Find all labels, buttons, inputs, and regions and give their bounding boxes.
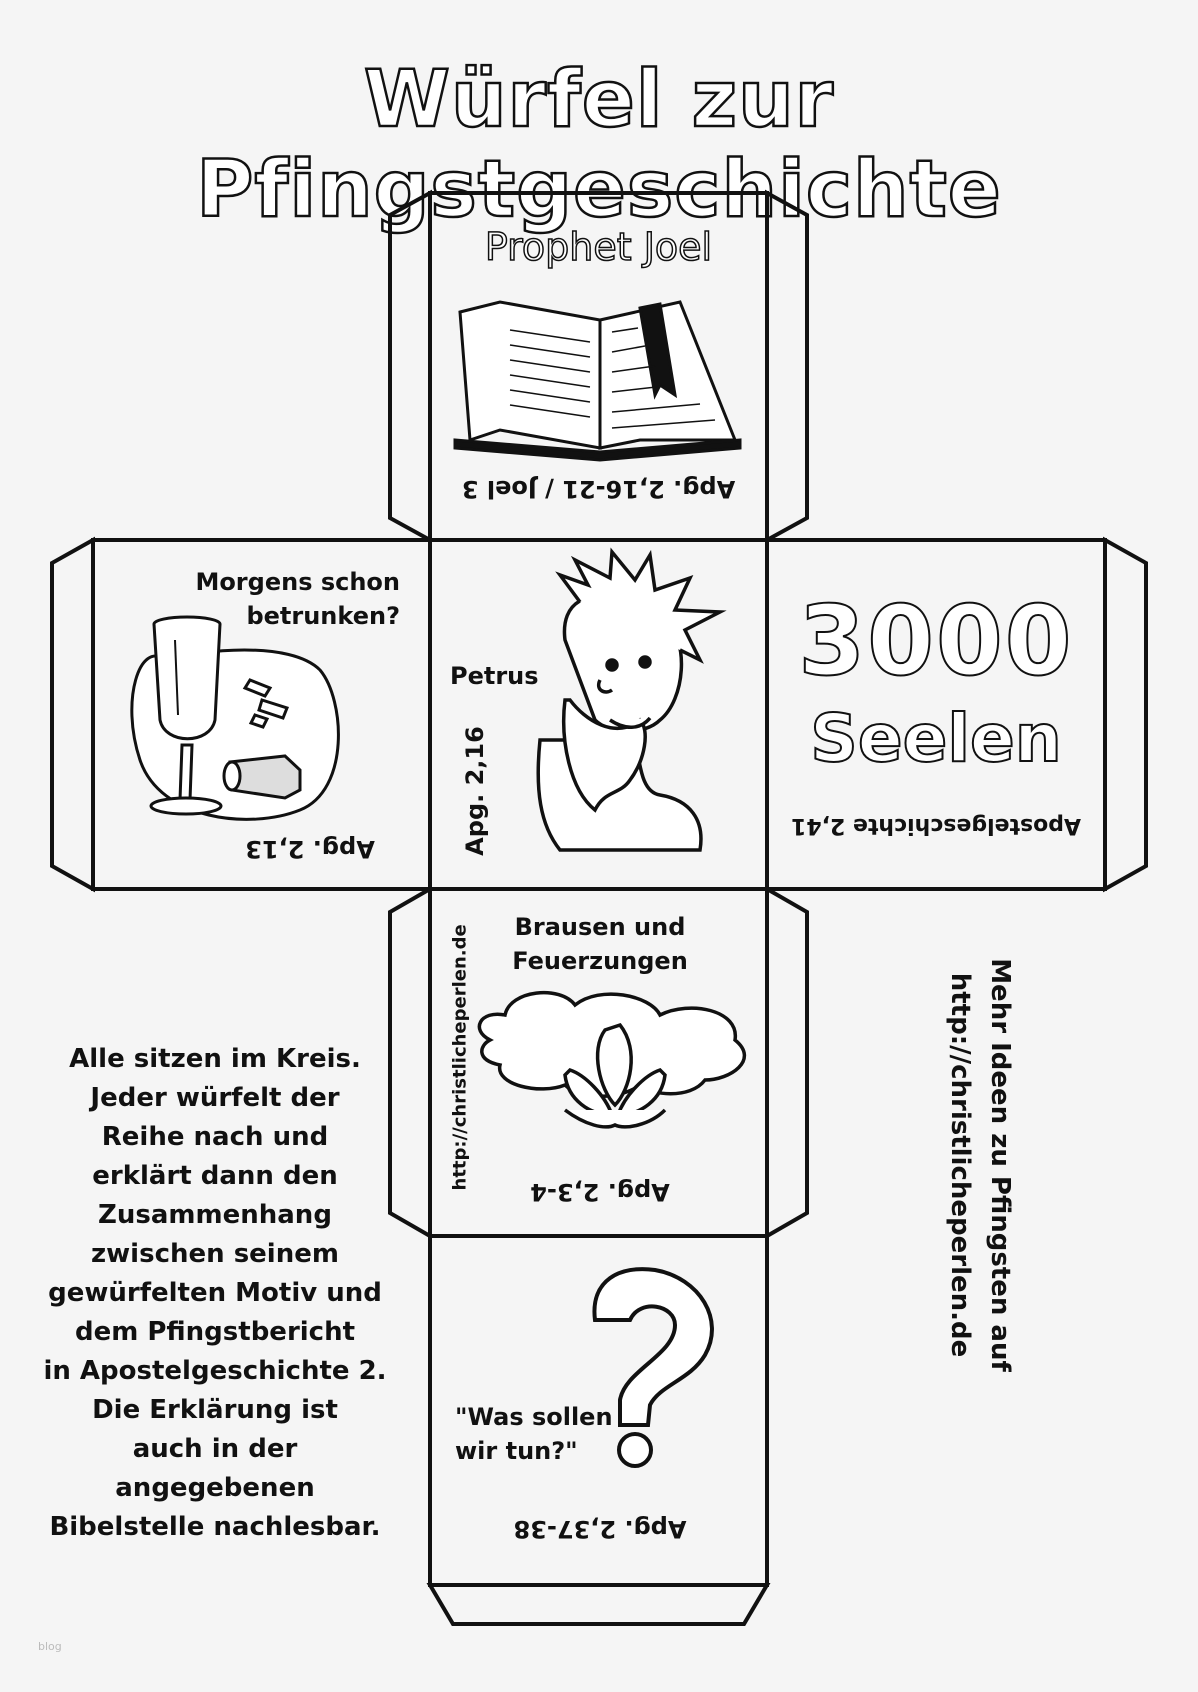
- top-face-heading: Prophet Joel: [484, 225, 713, 269]
- right-face-word: Seelen: [810, 700, 1062, 777]
- lower-face-side-url: http://christlicheperlen.de: [449, 924, 471, 1191]
- tab-top-left: [390, 193, 430, 540]
- wine-glass-icon: [132, 617, 339, 819]
- right-face-reference: Apostelgeschichte 2,41: [790, 813, 1082, 838]
- watermark: blog: [38, 1640, 62, 1653]
- tab-left: [52, 540, 93, 889]
- tab-lower-right: [767, 889, 807, 1236]
- tab-right: [1105, 540, 1146, 889]
- game-instructions: Alle sitzen im Kreis. Jeder würfelt der Reihe nach und erklärt dann den Zusammenhang zwischen seinem gewürfelten Motiv und dem Pfingstbericht in Apostelgeschichte 2. Die Erklärung ist auch in der angegebenen Bibelstelle nachlesbar.: [43, 1044, 387, 1542]
- top-face-reference: Apg. 2,16-21 / Joel 3: [461, 475, 736, 503]
- lower-face-caption: Brausen und Feuerzungen: [512, 913, 688, 975]
- page-title: Würfel zur Pfingstgeschichte: [196, 55, 1002, 235]
- petrus-face-icon: [538, 552, 720, 850]
- left-face-reference: Apg. 2,13: [245, 835, 375, 863]
- left-face-caption: Morgens schon betrunken?: [195, 568, 400, 630]
- bottom-face-quote: "Was sollen wir tun?": [455, 1403, 613, 1465]
- open-bible-icon: [455, 302, 740, 460]
- right-face-number: 3000: [798, 585, 1074, 697]
- center-face-reference: Apg. 2,16: [461, 726, 489, 856]
- side-note: Mehr Ideen zu Pfingsten auf http://christlicheperlen.de: [945, 958, 1015, 1372]
- flame-cloud-icon: [479, 993, 744, 1127]
- lower-face-reference: Apg. 2,3-4: [530, 1178, 670, 1206]
- tab-bottom: [430, 1585, 767, 1624]
- bottom-face-reference: Apg. 2,37-38: [513, 1515, 687, 1543]
- center-face-label: Petrus: [450, 662, 539, 690]
- tab-top-right: [767, 193, 807, 540]
